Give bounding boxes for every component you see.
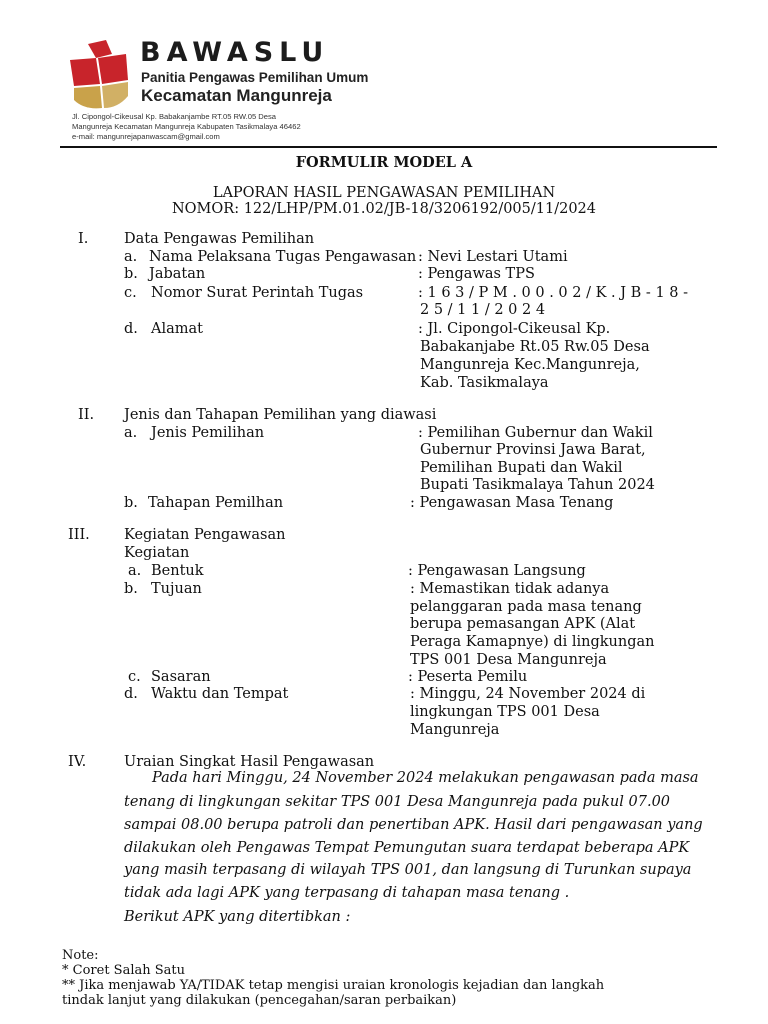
field-value: Pemilihan Bupati dan Wakil: [420, 460, 623, 476]
address-line-2: Mangunreja Kecamatan Mangunreja Kabupaten Tasikmalaya 46462: [72, 122, 301, 131]
field-value: : Pengawasan Langsung: [408, 563, 586, 579]
org-line-1: Panitia Pengawas Pemilihan Umum: [141, 70, 369, 85]
report-number: NOMOR: 122/LHP/PM.01.02/JB-18/3206192/005/11/2024: [171, 201, 597, 217]
field-value: : Minggu, 24 November 2024 di: [410, 686, 646, 702]
field-label: Nama Pelaksana Tugas Pengawasan: [149, 249, 417, 265]
field-value: Peraga Kamapnye) di lingkungan: [410, 634, 655, 650]
note-line: ** Jika menjawab YA/TIDAK tetap mengisi uraian kronologis kejadian dan langkah: [62, 978, 605, 993]
field-label: Alamat: [151, 321, 203, 337]
item-letter: a.: [124, 249, 138, 265]
field-value: Kab. Tasikmalaya: [420, 375, 549, 391]
section-title: Kegiatan Pengawasan: [124, 527, 286, 543]
section-number: IV.: [68, 754, 87, 770]
field-value: Gubernur Provinsi Jawa Barat,: [420, 442, 646, 458]
report-title: LAPORAN HASIL PENGAWASAN PEMILIHAN: [212, 185, 556, 201]
field-value: : Nevi Lestari Utami: [418, 249, 568, 265]
section-number: II.: [78, 407, 95, 423]
field-value: : 1 6 3 / P M . 0 0 . 0 2 / K . J B - 1 8 -: [418, 285, 689, 301]
field-value: : Jl. Cipongol-Cikeusal Kp.: [418, 321, 611, 337]
narrative-line: Pada hari Minggu, 24 November 2024 melakukan pengawasan pada masa: [152, 770, 699, 786]
field-label: Nomor Surat Perintah Tugas: [151, 285, 364, 301]
field-label: Tahapan Pemilhan: [148, 495, 284, 511]
field-value: 2 5 / 1 1 / 2 0 2 4: [420, 302, 546, 318]
section-title: Data Pengawas Pemilihan: [124, 231, 315, 247]
narrative-line: Berikut APK yang ditertibkan :: [124, 909, 351, 925]
item-letter: b.: [124, 495, 138, 511]
note-title: Note:: [62, 948, 99, 963]
item-letter: c.: [128, 669, 141, 685]
field-value: Bupati Tasikmalaya Tahun 2024: [420, 477, 655, 493]
section-number: III.: [68, 527, 90, 543]
form-title: FORMULIR MODEL A: [295, 154, 473, 171]
field-value: Mangunreja: [410, 722, 500, 738]
field-label: Tujuan: [151, 581, 202, 597]
item-letter: d.: [124, 321, 138, 337]
field-value: : Pemilihan Gubernur dan Wakil: [418, 425, 653, 441]
field-value: Babakanjabe Rt.05 Rw.05 Desa: [420, 339, 650, 355]
narrative-line: sampai 08.00 berupa patroli dan penertiban APK. Hasil dari pengawasan yang: [124, 817, 703, 833]
org-line-2: Kecamatan Mangunreja: [141, 86, 332, 105]
item-letter: b.: [124, 581, 138, 597]
section-title: Uraian Singkat Hasil Pengawasan: [124, 754, 375, 770]
section-subtitle: Kegiatan: [124, 545, 190, 561]
field-label: Bentuk: [151, 563, 204, 579]
field-value: pelanggaran pada masa tenang: [410, 599, 642, 615]
field-value: : Pengawas TPS: [418, 266, 535, 282]
header-divider: [60, 146, 717, 148]
narrative-line: dilakukan oleh Pengawas Tempat Pemungutan suara terdapat beberapa APK: [124, 840, 690, 856]
field-value: : Peserta Pemilu: [408, 669, 528, 685]
field-value: TPS 001 Desa Mangunreja: [410, 652, 607, 668]
field-label: Jabatan: [149, 266, 206, 282]
field-value: lingkungan TPS 001 Desa: [410, 704, 600, 720]
item-letter: c.: [124, 285, 137, 301]
item-letter: a.: [124, 425, 138, 441]
bawaslu-logo: [66, 40, 134, 110]
narrative-line: yang masih terpasang di wilayah TPS 001, dan langsung di Turunkan supaya: [124, 862, 692, 878]
section-number: I.: [78, 231, 89, 247]
address-line-1: Jl. Cipongol-Cikeusal Kp. Babakanjambe RT.05 RW.05 Desa: [72, 112, 277, 121]
field-label: Sasaran: [151, 669, 211, 685]
brand-name: BAWASLU: [140, 37, 330, 68]
field-value: : Memastikan tidak adanya: [410, 581, 610, 597]
item-letter: a.: [128, 563, 142, 579]
note-line: tindak lanjut yang dilakukan (pencegahan/saran perbaikan): [62, 993, 457, 1008]
item-letter: d.: [124, 686, 138, 702]
field-value: Mangunreja Kec.Mangunreja,: [420, 357, 640, 373]
field-value: berupa pemasangan APK (Alat: [410, 616, 636, 632]
narrative-line: tenang di lingkungan sekitar TPS 001 Desa Mangunreja pada pukul 07.00: [124, 794, 671, 810]
field-label: Jenis Pemilihan: [151, 425, 265, 441]
item-letter: b.: [124, 266, 138, 282]
field-label: Waktu dan Tempat: [151, 686, 289, 702]
address-email: e-mail: mangunrejapanwascam@gmail.com: [72, 132, 220, 141]
note-line: * Coret Salah Satu: [62, 963, 185, 978]
field-value: : Pengawasan Masa Tenang: [410, 495, 614, 511]
narrative-line: tidak ada lagi APK yang terpasang di tahapan masa tenang .: [124, 885, 570, 901]
section-title: Jenis dan Tahapan Pemilihan yang diawasi: [124, 407, 437, 423]
